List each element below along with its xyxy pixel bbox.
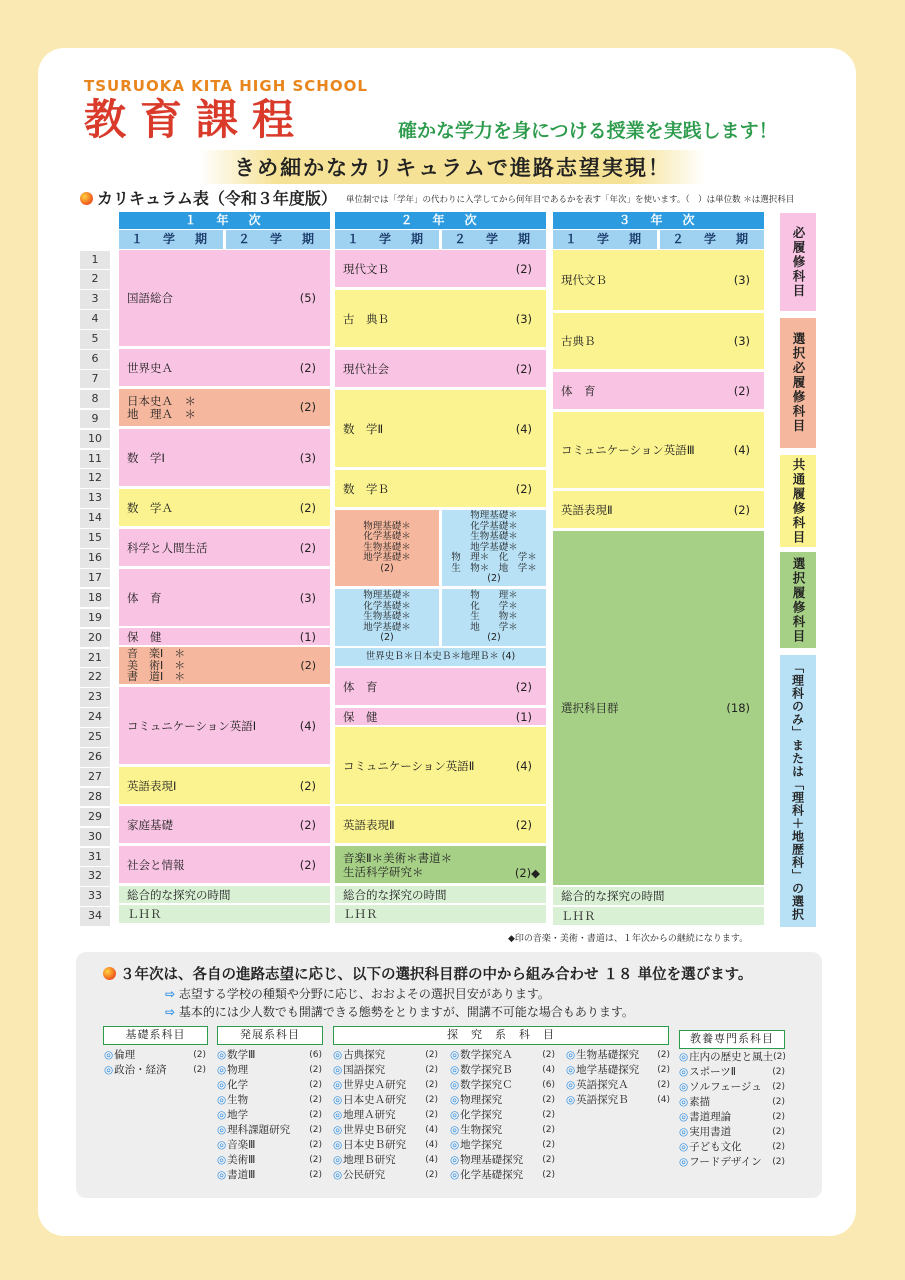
- elective-units: (2): [542, 1170, 555, 1180]
- elective-item: [217, 1123, 322, 1138]
- elective-item: [333, 1138, 438, 1153]
- elective-item: [679, 1065, 785, 1080]
- elective-item: [333, 1108, 438, 1123]
- circle-mark-icon: ◎: [333, 1109, 343, 1121]
- row-number: 25: [80, 728, 110, 747]
- legend-common: 共通履修科目: [780, 455, 816, 547]
- elective-item: [217, 1063, 322, 1078]
- elective-units: (2): [425, 1170, 438, 1180]
- elective-item: [217, 1168, 322, 1183]
- elective-item: [333, 1078, 438, 1093]
- year2-sem2: ２ 学 期: [442, 230, 546, 249]
- row-number: 20: [80, 629, 110, 648]
- electives-bullet: ⇨ 基本的には少人数でも開講できる態勢をとりますが、開講不可能な場合もあります。: [165, 1005, 634, 1019]
- y2-cell: 数 学Ｂ (2): [335, 470, 546, 507]
- elective-name: 化学: [227, 1079, 249, 1091]
- elective-name: 書道理論: [689, 1111, 732, 1123]
- y3-cell: コミュニケーション英語Ⅲ (4): [553, 412, 764, 488]
- year2-header: ２ 年 次: [335, 212, 546, 229]
- circle-mark-icon: ◎: [217, 1169, 227, 1181]
- tagline: 確かな学力を身につける授業を実践します！: [398, 120, 778, 142]
- circle-mark-icon: ◎: [566, 1094, 576, 1106]
- circle-mark-icon: ◎: [217, 1124, 227, 1136]
- elective-units: (2): [772, 1067, 785, 1077]
- row-number: 18: [80, 589, 110, 608]
- elective-units: (4): [425, 1140, 438, 1150]
- elective-units: (4): [425, 1125, 438, 1135]
- row-number: 31: [80, 848, 110, 867]
- elective-units: (2): [542, 1155, 555, 1165]
- elective-item: [104, 1063, 206, 1078]
- elective-units: (4): [657, 1095, 670, 1105]
- elective-name: 数学探究Ａ: [460, 1049, 513, 1061]
- circle-mark-icon: ◎: [217, 1094, 227, 1106]
- y2-cell: 音楽Ⅱ＊美術＊書道＊ 生活科学研究＊ (2)◆: [335, 846, 546, 883]
- elective-item: [450, 1153, 555, 1168]
- elective-name: 日本史Ｂ研究: [343, 1139, 407, 1151]
- circle-mark-icon: ◎: [333, 1064, 343, 1076]
- circle-mark-icon: ◎: [333, 1049, 343, 1061]
- elective-name: 書道Ⅲ: [227, 1169, 256, 1181]
- y1-cell: 英語表現Ⅰ (2): [119, 767, 330, 804]
- page-title: 教育課程: [84, 95, 309, 144]
- elective-name: スポーツⅡ: [689, 1066, 736, 1078]
- elective-units: (2): [772, 1127, 785, 1137]
- elective-units: (2): [309, 1125, 322, 1135]
- elective-units: (2): [193, 1065, 206, 1075]
- elective-name: 英語探究Ｂ: [576, 1094, 629, 1106]
- elective-name: 素描: [689, 1096, 711, 1108]
- elective-units: (2): [772, 1157, 785, 1167]
- circle-mark-icon: ◎: [450, 1139, 460, 1151]
- elective-units: (2): [772, 1082, 785, 1092]
- year1-sem1: １ 学 期: [119, 230, 223, 249]
- elective-item: [333, 1123, 438, 1138]
- elective-item: [333, 1048, 438, 1063]
- elective-units: (2): [542, 1110, 555, 1120]
- row-number: 10: [80, 430, 110, 449]
- y2-science-bl: 物理基礎＊ 化学基礎＊ 生物基礎＊ 地学基礎＊ 物 理＊ 化 学＊ 生 物＊ 地 学＊ (2): [442, 510, 546, 586]
- y3-cell: 体 育 (2): [553, 372, 764, 409]
- elective-name: 地学: [227, 1109, 249, 1121]
- subtitle: きめ細かなカリキュラムで進路志望実現！: [200, 150, 705, 184]
- y2-cell: 現代文Ｂ (2): [335, 250, 546, 287]
- circle-mark-icon: ◎: [679, 1111, 689, 1123]
- curriculum-note: 単位制では「学年」の代わりに入学してから何年目であるかを表す「年次」を使います。（ ）は単位数 ＊は選択科目: [346, 195, 795, 205]
- elective-item: [333, 1168, 438, 1183]
- elective-item: [217, 1078, 322, 1093]
- circle-mark-icon: ◎: [450, 1049, 460, 1061]
- elective-name: 地理Ｂ研究: [343, 1154, 396, 1166]
- y1-cell: 家庭基礎 (2): [119, 806, 330, 843]
- row-number: 12: [80, 469, 110, 488]
- legend-required: 必履修科目: [780, 213, 816, 311]
- row-number: 34: [80, 907, 110, 926]
- row-number: 13: [80, 489, 110, 508]
- circle-mark-icon: ◎: [217, 1109, 227, 1121]
- elective-units: (2): [542, 1095, 555, 1105]
- circle-mark-icon: ◎: [679, 1141, 689, 1153]
- y1-cell: 数 学Ⅰ (3): [119, 429, 330, 486]
- row-number: 8: [80, 390, 110, 409]
- row-number: 24: [80, 708, 110, 727]
- elective-name: 数学探究Ｂ: [460, 1064, 513, 1076]
- y2-cell: コミュニケーション英語Ⅱ (4): [335, 727, 546, 804]
- circle-mark-icon: ◎: [450, 1169, 460, 1181]
- elective-units: (2): [542, 1050, 555, 1060]
- bullet-ball-icon: [80, 192, 93, 205]
- curriculum-title: [80, 186, 337, 209]
- y2-history: 世界史Ｂ＊日本史Ｂ＊地理Ｂ＊ (4): [335, 648, 546, 666]
- circle-mark-icon: ◎: [450, 1094, 460, 1106]
- elective-item: [217, 1153, 322, 1168]
- elective-item: [679, 1155, 785, 1170]
- elective-item: [217, 1108, 322, 1123]
- elective-item: [566, 1048, 670, 1063]
- elective-item: [333, 1093, 438, 1108]
- row-number: 1: [80, 251, 110, 270]
- elective-name: 生物基礎探究: [576, 1049, 640, 1061]
- elective-units: (2): [309, 1155, 322, 1165]
- elective-units: (2): [309, 1095, 322, 1105]
- row-number: 22: [80, 668, 110, 687]
- category-inquiry: 探 究 系 科 目: [333, 1026, 669, 1045]
- elective-name: 国語探究: [343, 1064, 386, 1076]
- year3-header: ３ 年 次: [553, 212, 764, 229]
- elective-units: (2): [542, 1125, 555, 1135]
- circle-mark-icon: ◎: [679, 1126, 689, 1138]
- elective-name: 実用書道: [689, 1126, 732, 1138]
- elective-item: [679, 1050, 785, 1065]
- elective-units: (2): [193, 1050, 206, 1060]
- elective-units: (2): [309, 1140, 322, 1150]
- arrow-icon: ⇨: [165, 1005, 176, 1019]
- circle-mark-icon: ◎: [333, 1124, 343, 1136]
- elective-units: (2): [772, 1112, 785, 1122]
- y2-cell: 数 学Ⅱ (4): [335, 390, 546, 467]
- row-number: 2: [80, 270, 110, 289]
- y2-science-bl2: 物理基礎＊ 化学基礎＊ 生物基礎＊ 地学基礎＊ (2): [335, 589, 439, 646]
- elective-units: (2): [425, 1065, 438, 1075]
- y1-cell: 音 楽Ⅰ ＊ 美 術Ⅰ ＊ 書 道Ⅰ ＊ (2): [119, 647, 330, 684]
- elective-name: 生物探究: [460, 1124, 503, 1136]
- y2-science-sa: 物理基礎＊ 化学基礎＊ 生物基礎＊ 地学基礎＊ (2): [335, 510, 439, 586]
- elective-item: [450, 1048, 555, 1063]
- elective-name: 物理探究: [460, 1094, 503, 1106]
- row-number: 15: [80, 529, 110, 548]
- elective-name: 庄内の歴史と風土: [689, 1051, 774, 1063]
- circle-mark-icon: ◎: [450, 1154, 460, 1166]
- elective-item: [679, 1125, 785, 1140]
- y1-cell: 国語総合 (5): [119, 250, 330, 346]
- circle-mark-icon: ◎: [679, 1051, 689, 1063]
- y3-cell: 英語表現Ⅱ (2): [553, 491, 764, 528]
- y1-cell: ＬＨＲ: [119, 905, 330, 923]
- elective-units: (2): [657, 1050, 670, 1060]
- row-number: 27: [80, 768, 110, 787]
- y3-cell: ＬＨＲ: [553, 907, 764, 925]
- y1-cell: 数 学Ａ (2): [119, 489, 330, 526]
- y2-cell: 保 健 (1): [335, 708, 546, 725]
- row-number: 28: [80, 788, 110, 807]
- subtitle-banner: [0, 150, 905, 184]
- elective-name: 公民研究: [343, 1169, 386, 1181]
- elective-units: (6): [309, 1050, 322, 1060]
- year3-sem1: １ 学 期: [553, 230, 657, 249]
- row-number: 33: [80, 887, 110, 906]
- elective-units: (2): [425, 1050, 438, 1060]
- circle-mark-icon: ◎: [679, 1096, 689, 1108]
- elective-name: 政治・経済: [114, 1064, 167, 1076]
- elective-name: 化学探究: [460, 1109, 503, 1121]
- row-number: 9: [80, 410, 110, 429]
- elective-item: [450, 1168, 555, 1183]
- elective-name: 子ども文化: [689, 1141, 742, 1153]
- row-number: 14: [80, 509, 110, 528]
- elective-name: 地学探究: [460, 1139, 503, 1151]
- year1-sem2: ２ 学 期: [226, 230, 330, 249]
- elective-name: 地理Ａ研究: [343, 1109, 396, 1121]
- row-number: 4: [80, 310, 110, 329]
- y2-science-bl3: 物 理＊ 化 学＊ 生 物＊ 地 学＊ (2): [442, 589, 546, 646]
- circle-mark-icon: ◎: [333, 1094, 343, 1106]
- circle-mark-icon: ◎: [566, 1079, 576, 1091]
- elective-item: [450, 1093, 555, 1108]
- elective-name: 化学基礎探究: [460, 1169, 524, 1181]
- elective-name: 英語探究Ａ: [576, 1079, 629, 1091]
- row-number: 6: [80, 350, 110, 369]
- y2-cell: 古 典Ｂ (3): [335, 290, 546, 347]
- y3-cell: 古典Ｂ (3): [553, 313, 764, 369]
- circle-mark-icon: ◎: [566, 1049, 576, 1061]
- arrow-icon: ⇨: [165, 987, 176, 1001]
- circle-mark-icon: ◎: [217, 1064, 227, 1076]
- y1-cell: 体 育 (3): [119, 569, 330, 626]
- elective-item: [450, 1108, 555, 1123]
- elective-item: [679, 1095, 785, 1110]
- elective-item: [679, 1140, 785, 1155]
- elective-item: [566, 1063, 670, 1078]
- elective-item: [333, 1063, 438, 1078]
- legend-elective-required: 選択必履修科目: [780, 318, 816, 448]
- elective-units: (4): [542, 1065, 555, 1075]
- school-name: TSURUOKA KITA HIGH SCHOOL: [84, 77, 368, 95]
- circle-mark-icon: ◎: [679, 1081, 689, 1093]
- y2-cell: 英語表現Ⅱ (2): [335, 806, 546, 843]
- elective-units: (2): [309, 1110, 322, 1120]
- row-number: 17: [80, 569, 110, 588]
- elective-units: (2): [425, 1110, 438, 1120]
- row-number: 21: [80, 649, 110, 668]
- elective-units: (2): [425, 1095, 438, 1105]
- electives-bullet: ⇨ 志望する学校の種類や分野に応じ、おおよその選択目安があります。: [165, 987, 550, 1001]
- y2-cell: 総合的な探究の時間: [335, 886, 546, 903]
- row-number: 26: [80, 748, 110, 767]
- elective-units: (2): [309, 1170, 322, 1180]
- y1-cell: 社会と情報 (2): [119, 846, 330, 883]
- row-number: 11: [80, 450, 110, 469]
- elective-units: (2): [657, 1065, 670, 1075]
- elective-name: 物理: [227, 1064, 249, 1076]
- elective-item: [104, 1048, 206, 1063]
- legend-science-choice: 「理科のみ」または「理科＋地歴科」の選択: [780, 655, 816, 927]
- y3-cell: 総合的な探究の時間: [553, 887, 764, 905]
- year3-sem2: ２ 学 期: [660, 230, 764, 249]
- y1-cell: 保 健 (1): [119, 628, 330, 645]
- elective-item: [566, 1078, 670, 1093]
- elective-item: [217, 1093, 322, 1108]
- row-number: 3: [80, 290, 110, 309]
- elective-item: [450, 1123, 555, 1138]
- row-number: 32: [80, 867, 110, 886]
- circle-mark-icon: ◎: [333, 1169, 343, 1181]
- row-number: 30: [80, 828, 110, 847]
- circle-mark-icon: ◎: [679, 1156, 689, 1168]
- circle-mark-icon: ◎: [450, 1124, 460, 1136]
- elective-units: (2): [309, 1080, 322, 1090]
- elective-units: (2): [772, 1142, 785, 1152]
- circle-mark-icon: ◎: [217, 1139, 227, 1151]
- category-liberal: 教養専門系科目: [679, 1030, 785, 1049]
- elective-item: [566, 1093, 670, 1108]
- elective-item: [333, 1153, 438, 1168]
- row-number: 29: [80, 808, 110, 827]
- curriculum-title-text: カリキュラム表（令和３年度版）: [97, 189, 337, 208]
- circle-mark-icon: ◎: [450, 1064, 460, 1076]
- circle-mark-icon: ◎: [450, 1079, 460, 1091]
- bullet-ball-icon: [103, 967, 116, 980]
- footnote: ◆印の音楽・美術・書道は、１年次からの継続になります。: [508, 934, 749, 944]
- elective-item: [217, 1048, 322, 1063]
- elective-units: (2): [657, 1080, 670, 1090]
- y2-cell: 体 育 (2): [335, 668, 546, 705]
- elective-name: 数学探究Ｃ: [460, 1079, 513, 1091]
- row-number: 23: [80, 688, 110, 707]
- elective-name: 理科課題研究: [227, 1124, 291, 1136]
- year2-sem1: １ 学 期: [335, 230, 439, 249]
- elective-item: [679, 1080, 785, 1095]
- elective-name: 数学Ⅲ: [227, 1049, 256, 1061]
- y2-cell: ＬＨＲ: [335, 905, 546, 923]
- elective-item: [217, 1138, 322, 1153]
- y1-cell: 総合的な探究の時間: [119, 886, 330, 903]
- elective-name: ソルフェージュ: [689, 1081, 762, 1093]
- elective-units: (2): [542, 1140, 555, 1150]
- row-number: 7: [80, 370, 110, 389]
- circle-mark-icon: ◎: [217, 1154, 227, 1166]
- elective-name: フードデザイン: [689, 1156, 762, 1168]
- elective-name: 世界史Ｂ研究: [343, 1124, 407, 1136]
- category-basic: 基礎系科目: [103, 1026, 208, 1045]
- circle-mark-icon: ◎: [217, 1049, 227, 1061]
- circle-mark-icon: ◎: [450, 1109, 460, 1121]
- elective-name: 世界史Ａ研究: [343, 1079, 407, 1091]
- circle-mark-icon: ◎: [333, 1139, 343, 1151]
- year1-header: １ 年 次: [119, 212, 330, 229]
- circle-mark-icon: ◎: [217, 1079, 227, 1091]
- elective-name: 美術Ⅲ: [227, 1154, 256, 1166]
- elective-units: (2): [773, 1052, 786, 1062]
- elective-name: 地学基礎探究: [576, 1064, 640, 1076]
- elective-name: 物理基礎探究: [460, 1154, 524, 1166]
- elective-units: (2): [772, 1097, 785, 1107]
- elective-item: [450, 1078, 555, 1093]
- y1-cell: 世界史Ａ (2): [119, 349, 330, 386]
- circle-mark-icon: ◎: [104, 1049, 114, 1061]
- category-advanced: 発展系科目: [217, 1026, 323, 1045]
- electives-heading: ３年次は、各自の進路志望に応じ、以下の選択科目群の中から組み合わせ １８ 単位を選びます。: [103, 963, 752, 984]
- row-number: 19: [80, 609, 110, 628]
- circle-mark-icon: ◎: [333, 1079, 343, 1091]
- elective-name: 生物: [227, 1094, 249, 1106]
- y3-cell: 現代文Ｂ (3): [553, 250, 764, 310]
- circle-mark-icon: ◎: [104, 1064, 114, 1076]
- elective-units: (6): [542, 1080, 555, 1090]
- elective-units: (2): [425, 1080, 438, 1090]
- elective-name: 古典探究: [343, 1049, 386, 1061]
- elective-name: 倫理: [114, 1049, 136, 1061]
- circle-mark-icon: ◎: [333, 1154, 343, 1166]
- circle-mark-icon: ◎: [679, 1066, 689, 1078]
- elective-name: 音楽Ⅲ: [227, 1139, 256, 1151]
- circle-mark-icon: ◎: [566, 1064, 576, 1076]
- y1-cell: 科学と人間生活 (2): [119, 529, 330, 566]
- elective-item: [450, 1063, 555, 1078]
- elective-units: (4): [425, 1155, 438, 1165]
- legend-elective: 選択履修科目: [780, 552, 816, 648]
- y1-cell: 日本史Ａ ＊ 地 理Ａ ＊ (2): [119, 389, 330, 426]
- elective-units: (2): [309, 1065, 322, 1075]
- elective-item: [450, 1138, 555, 1153]
- elective-item: [679, 1110, 785, 1125]
- row-number: 5: [80, 330, 110, 349]
- y2-cell: 現代社会 (2): [335, 350, 546, 387]
- y1-cell: コミュニケーション英語Ⅰ (4): [119, 687, 330, 764]
- y3-elective-group: 選択科目群 (18): [553, 531, 764, 885]
- row-number: 16: [80, 549, 110, 568]
- elective-name: 日本史Ａ研究: [343, 1094, 407, 1106]
